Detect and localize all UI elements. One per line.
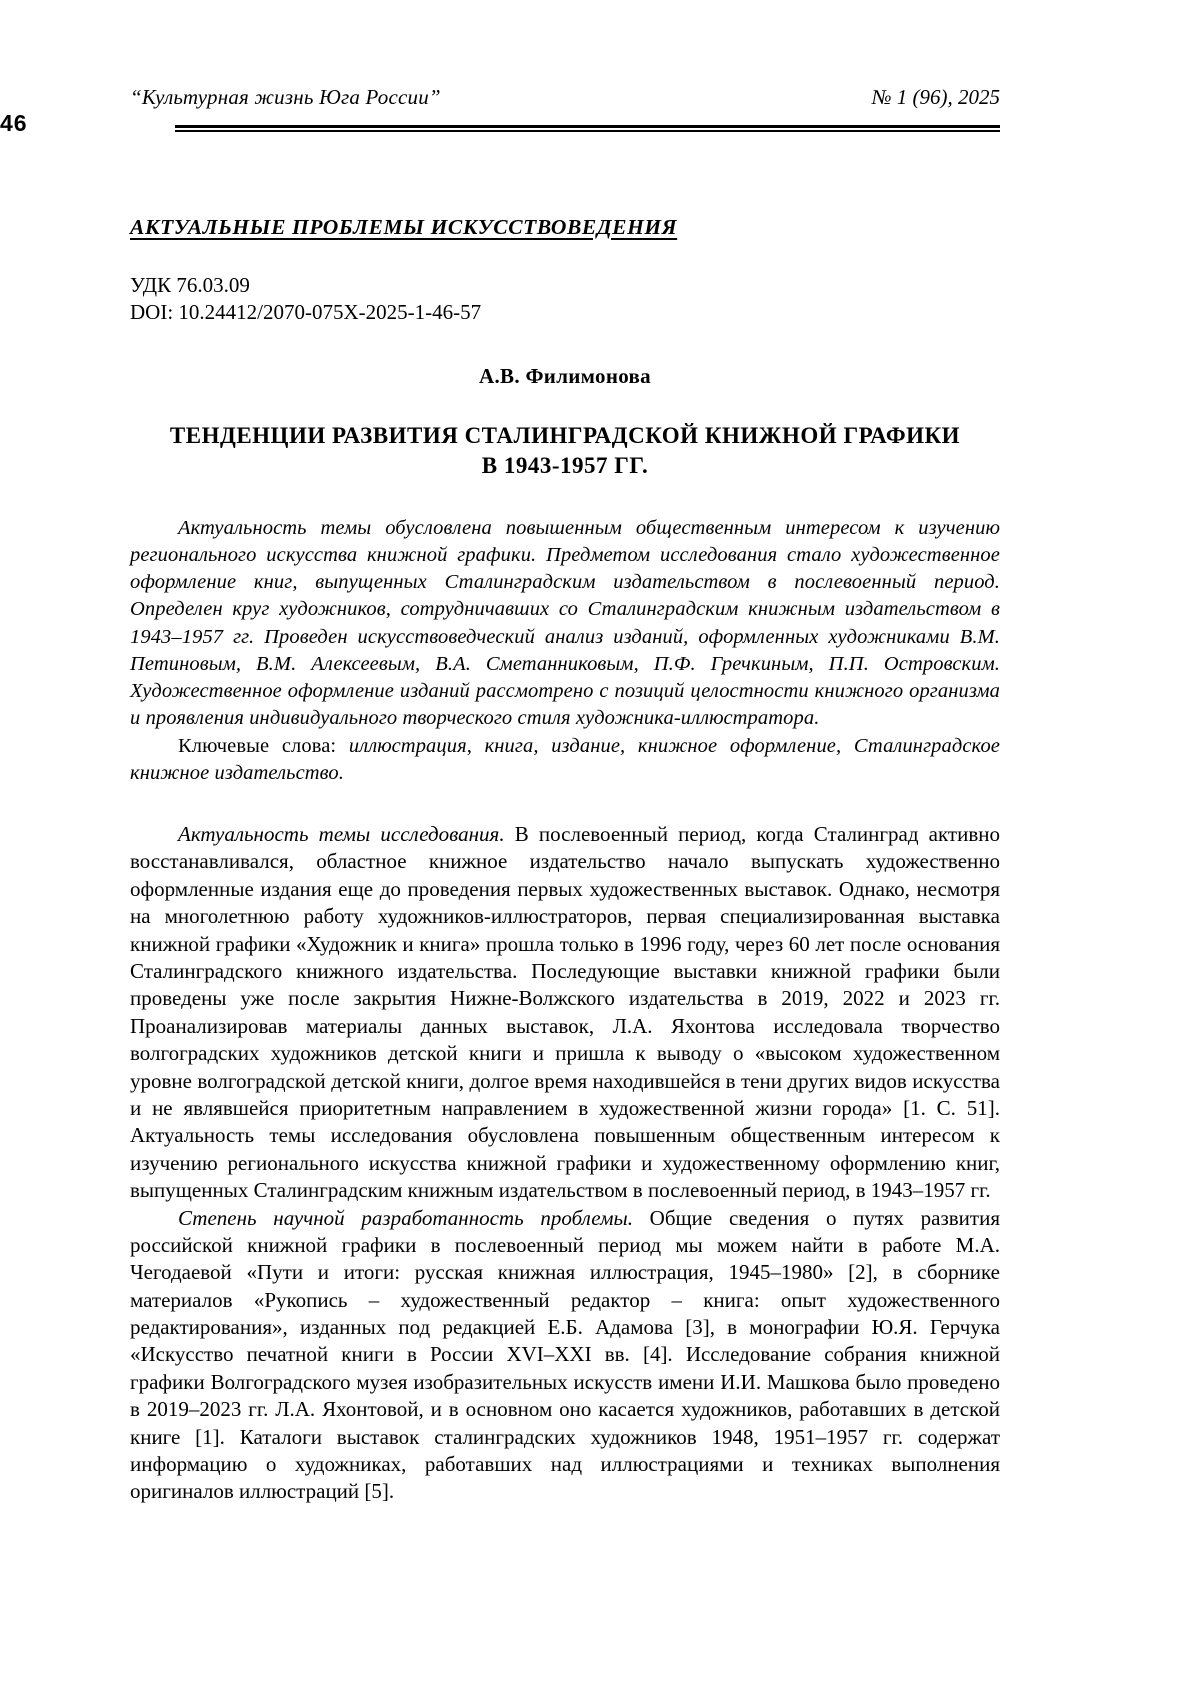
article-title-line-1: ТЕНДЕНЦИИ РАЗВИТИЯ СТАЛИНГРАДСКОЙ КНИЖНОЙ ГРАФИКИ [169, 422, 961, 448]
article-title-line-2: В 1943-1957 ГГ. [481, 452, 649, 478]
paragraph-1-text: В послевоенный период, когда Сталинград активно восстанавливался, областное книжное издательство начало выпускать художественно оформленные издания еще до проведения первых художественных выставок. Однако, несмотря на многолетнюю работу художников-иллюстраторов, первая специализированная выставка книжной графики «Художник и книга» прошла только в 1996 году, через 60 лет после основания Сталинградского книжного издательства. Последующие выставки книжной графики были проведены уже после закрытия Нижне-Волжского издательства в 2019, 2022 и 2023 гг. Проанализировав материалы данных выставок, Л.А. Яхонтова исследовала творчество волгоградских художников детской книги и пришла к выводу о «высоком художественном уровне волгоградской детской книги, долгое время находившейся в тени других видов искусства и не являвшейся приоритетным направлением в художественной жизни города» [1. С. 51]. Актуальность темы исследования обусловлена повышенным общественным интересом к изучению регионального искусства книжной графики и художественному оформлению книг, выпущенных Сталинградским книжным издательством в послевоенный период, в 1943–1957 гг. [130, 822, 1000, 1203]
keywords-label: Ключевые слова: [178, 734, 337, 757]
section-heading: АКТУАЛЬНЫЕ ПРОБЛЕМЫ ИСКУССТВОВЕДЕНИЯ [130, 215, 678, 239]
journal-title: “Культурная жизнь Юга России” [130, 85, 441, 109]
paragraph-1-lead: Актуальность темы исследования. [178, 822, 505, 847]
keywords-paragraph [130, 733, 1000, 788]
issue-info: № 1 (96), 2025 [871, 85, 1000, 109]
doi-line: DOI: 10.24412/2070-075X-2025-1-46-57 [130, 299, 482, 324]
divider-thin-line [175, 130, 1000, 132]
article-title [130, 421, 1000, 481]
abstract-paragraph: Актуальность темы обусловлена повышенным общественным интересом к изучению регионального искусства книжной графики. Предметом исследования стало художественное оформление книг, выпущенных Сталинградским издательством в послевоенный период. Определен круг художников, сотрудничавших со Сталинградским книжным издательством в 1943–1957 гг. Проведен искусствоведческий анализ изданий, оформленных художниками В.М. Петиновым, В.М. Алексеевым, В.А. Сметанниковым, П.Ф. Гречкиным, П.П. Островским. Художественное оформление изданий рассмотрено с позиций целостности книжного организма и проявления индивидуального творческого стиля художника-иллюстратора. [130, 516, 1000, 730]
page-number: 46 [0, 110, 28, 136]
keywords-list: иллюстрация, книга, издание, книжное оформление, Сталинградское книжное издательство. [130, 734, 1001, 784]
paragraph-2-text: Общие сведения о путях развития российской книжной графики в послевоенный период мы можем найти в работе М.А. Чегодаевой «Пути и итоги: русская книжная иллюстрация, 1945–1980» [2], в сборнике материалов «Рукопись – художественный редактор – книга: опыт художественного редактирования», изданных под редакцией Е.Б. Адамова [3], в монографии Ю.Я. Герчука «Искусство печатной книги в России XVI–XXI вв. [4]. Исследование собрания книжной графики Волгоградского музея изобразительных искусств имени И.И. Машкова было проведено в 2019–2023 гг. Л.А. Яхонтовой, и в основном оно касается художников, работавших в детской книге [1]. Каталоги выставок сталинградских художников 1948, 1951–1957 гг. содержат информацию о художниках, работавших над иллюстрациями и техниках выполнения оригиналов иллюстраций [5]. [130, 1205, 1000, 1504]
header-divider [175, 125, 1000, 132]
udk-line: УДК 76.03.09 [130, 273, 250, 297]
author-name: А.В. Филимонова [479, 363, 651, 388]
running-head [130, 85, 1000, 110]
paragraph-2-lead: Степень научной разработанность проблемы. [178, 1205, 633, 1230]
body-paragraph-2 [130, 1205, 1000, 1506]
article-body [130, 215, 1000, 1506]
body-paragraph-1 [130, 821, 1000, 1204]
